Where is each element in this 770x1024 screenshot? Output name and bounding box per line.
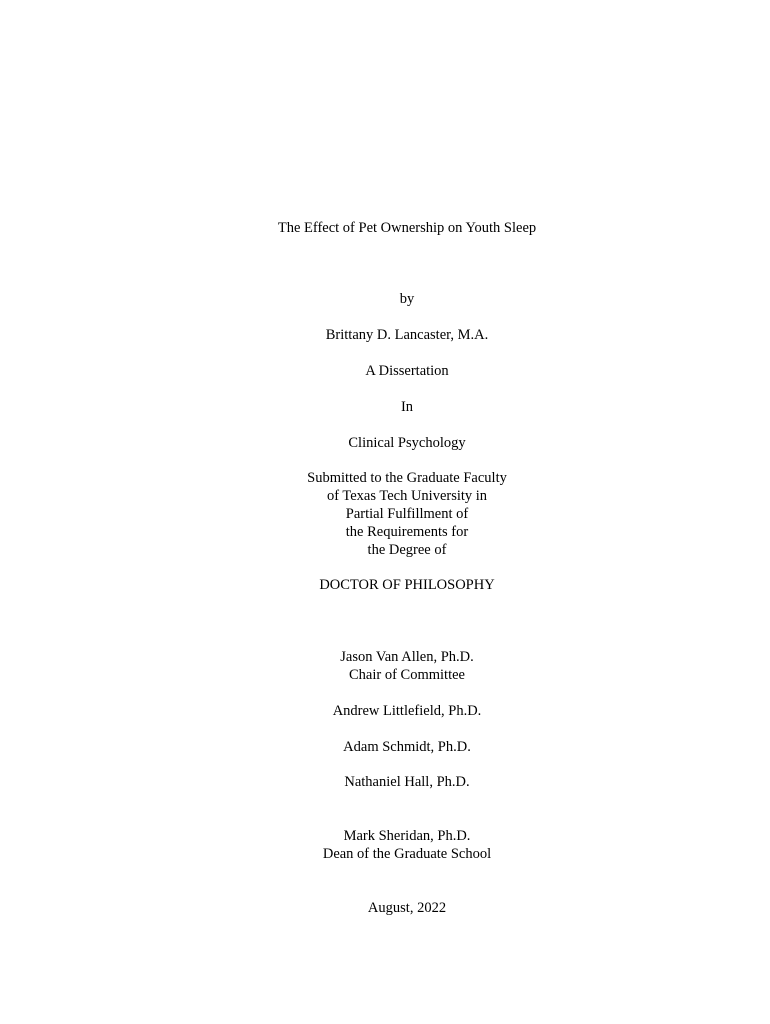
document-type: A Dissertation xyxy=(365,363,449,379)
submission-line-5: the Degree of xyxy=(367,542,447,558)
submission-date: August, 2022 xyxy=(367,900,447,916)
author-name: Brittany D. Lancaster, M.A. xyxy=(325,327,489,343)
submission-line-1: Submitted to the Graduate Faculty xyxy=(307,470,507,486)
committee-member: Adam Schmidt, Ph.D. xyxy=(343,739,471,755)
degree-name: DOCTOR OF PHILOSOPHY xyxy=(319,577,495,593)
submission-line-2: of Texas Tech University in xyxy=(326,488,488,504)
committee-member: Nathaniel Hall, Ph.D. xyxy=(344,774,470,790)
dean-name: Mark Sheridan, Ph.D. xyxy=(343,828,471,844)
by-line: by xyxy=(399,291,415,307)
submission-line-4: the Requirements for xyxy=(345,524,469,540)
committee-member: Andrew Littlefield, Ph.D. xyxy=(332,703,482,719)
submission-line-3: Partial Fulfillment of xyxy=(345,506,469,522)
field-of-study: Clinical Psychology xyxy=(348,435,466,451)
dissertation-title: The Effect of Pet Ownership on Youth Sleep xyxy=(277,220,537,236)
committee-chair-name: Jason Van Allen, Ph.D. xyxy=(340,649,474,665)
dean-role: Dean of the Graduate School xyxy=(322,846,492,862)
committee-chair-role: Chair of Committee xyxy=(349,667,465,683)
in-line: In xyxy=(400,399,414,415)
